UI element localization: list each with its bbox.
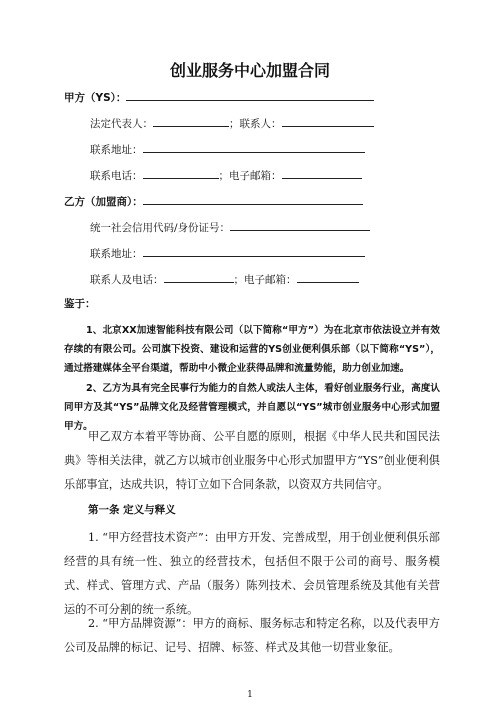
credit-code-label: 统一社会信用代码/身份证号： (90, 222, 231, 234)
credit-code-line (90, 220, 370, 235)
party-a-phone-blank (143, 168, 219, 179)
legal-rep-blank (153, 116, 229, 127)
party-b-address-label: 联系地址： (90, 248, 143, 260)
whereas-clause-2: 2、乙方为具有完全民事行为能力的自然人或法人主体，看好创业服务行业，高度认同甲方及其“YS”品牌文化及经营管理模式，并自愿以“YS”城市创业服务中心形式加盟甲方。 (64, 383, 440, 432)
whereas-heading: 鉴于： (64, 298, 96, 310)
party-b-line (64, 194, 363, 209)
legal-rep-line (90, 116, 374, 131)
party-a-phone-label: 联系电话： (90, 170, 143, 182)
party-a-address-label: 联系地址： (90, 144, 143, 156)
party-a-address-line (90, 142, 365, 157)
party-b-label: 乙方（加盟商）： (64, 196, 143, 208)
party-b-email-blank (297, 272, 359, 283)
party-b-address-blank (143, 246, 365, 257)
party-a-contact-label: ；联系人： (229, 118, 282, 130)
party-b-contact-blank (164, 272, 234, 283)
party-b-contact-label: 联系人及电话： (90, 274, 164, 286)
party-a-blank (126, 90, 374, 101)
party-b-contact-line (90, 272, 359, 287)
credit-code-blank (230, 220, 370, 231)
document-title: 创业服务中心加盟合同 (169, 61, 330, 80)
party-a-email-label: ；电子邮箱： (218, 170, 282, 182)
party-b-blank (143, 194, 363, 205)
intro-paragraph: 甲乙双方本着平等协商、公平自愿的原则，根据《中华人民共和国民法典》等相关法律，就乙方以城市创业服务中心形式加盟甲方“YS”创业便利俱乐部事宜，达成共识，特订立如下合同条款，以资双方共同信守。 (64, 430, 440, 491)
party-a-email-blank (282, 168, 362, 179)
definition-1: 1. “甲方经营技术资产”：由甲方开发、完善成型，用于创业便利俱乐部经营的具有统一性、独立的经营技术，包括但不限于公司的商号、服务模式、样式、管理方式、产品（服务）陈列技术、会员管理系统及其他有关营运的不可分割的统一系统。 (64, 531, 440, 616)
party-a-address-blank (143, 142, 365, 153)
page-number: 1 (247, 690, 253, 700)
party-a-phone-line (90, 168, 362, 183)
whereas-clause-1: 1、北京XX加速智能科技有限公司（以下简称“甲方”）为在北京市依法设立并有效存续的有限公司。公司旗下投资、建设和运营的YS创业便利俱乐部（以下简称“YS”），通过搭建媒体全平台渠道，帮助中小微企业获得品牌和流量势能，助力创业加速。 (64, 325, 440, 374)
party-a-line (64, 90, 374, 105)
article-1-heading: 第一条 定义与释义 (88, 504, 176, 516)
party-a-label: 甲方（YS）： (64, 92, 127, 104)
party-a-contact-blank (282, 116, 374, 127)
party-b-email-label: ；电子邮箱： (233, 274, 297, 286)
party-b-address-line (90, 246, 365, 261)
definition-2: 2. “甲方品牌资源”：甲方的商标、服务标志和特定名称，以及代表甲方公司及品牌的标记、记号、招牌、标签、样式及其他一切营业象征。 (64, 617, 440, 654)
legal-rep-label: 法定代表人： (90, 118, 153, 130)
